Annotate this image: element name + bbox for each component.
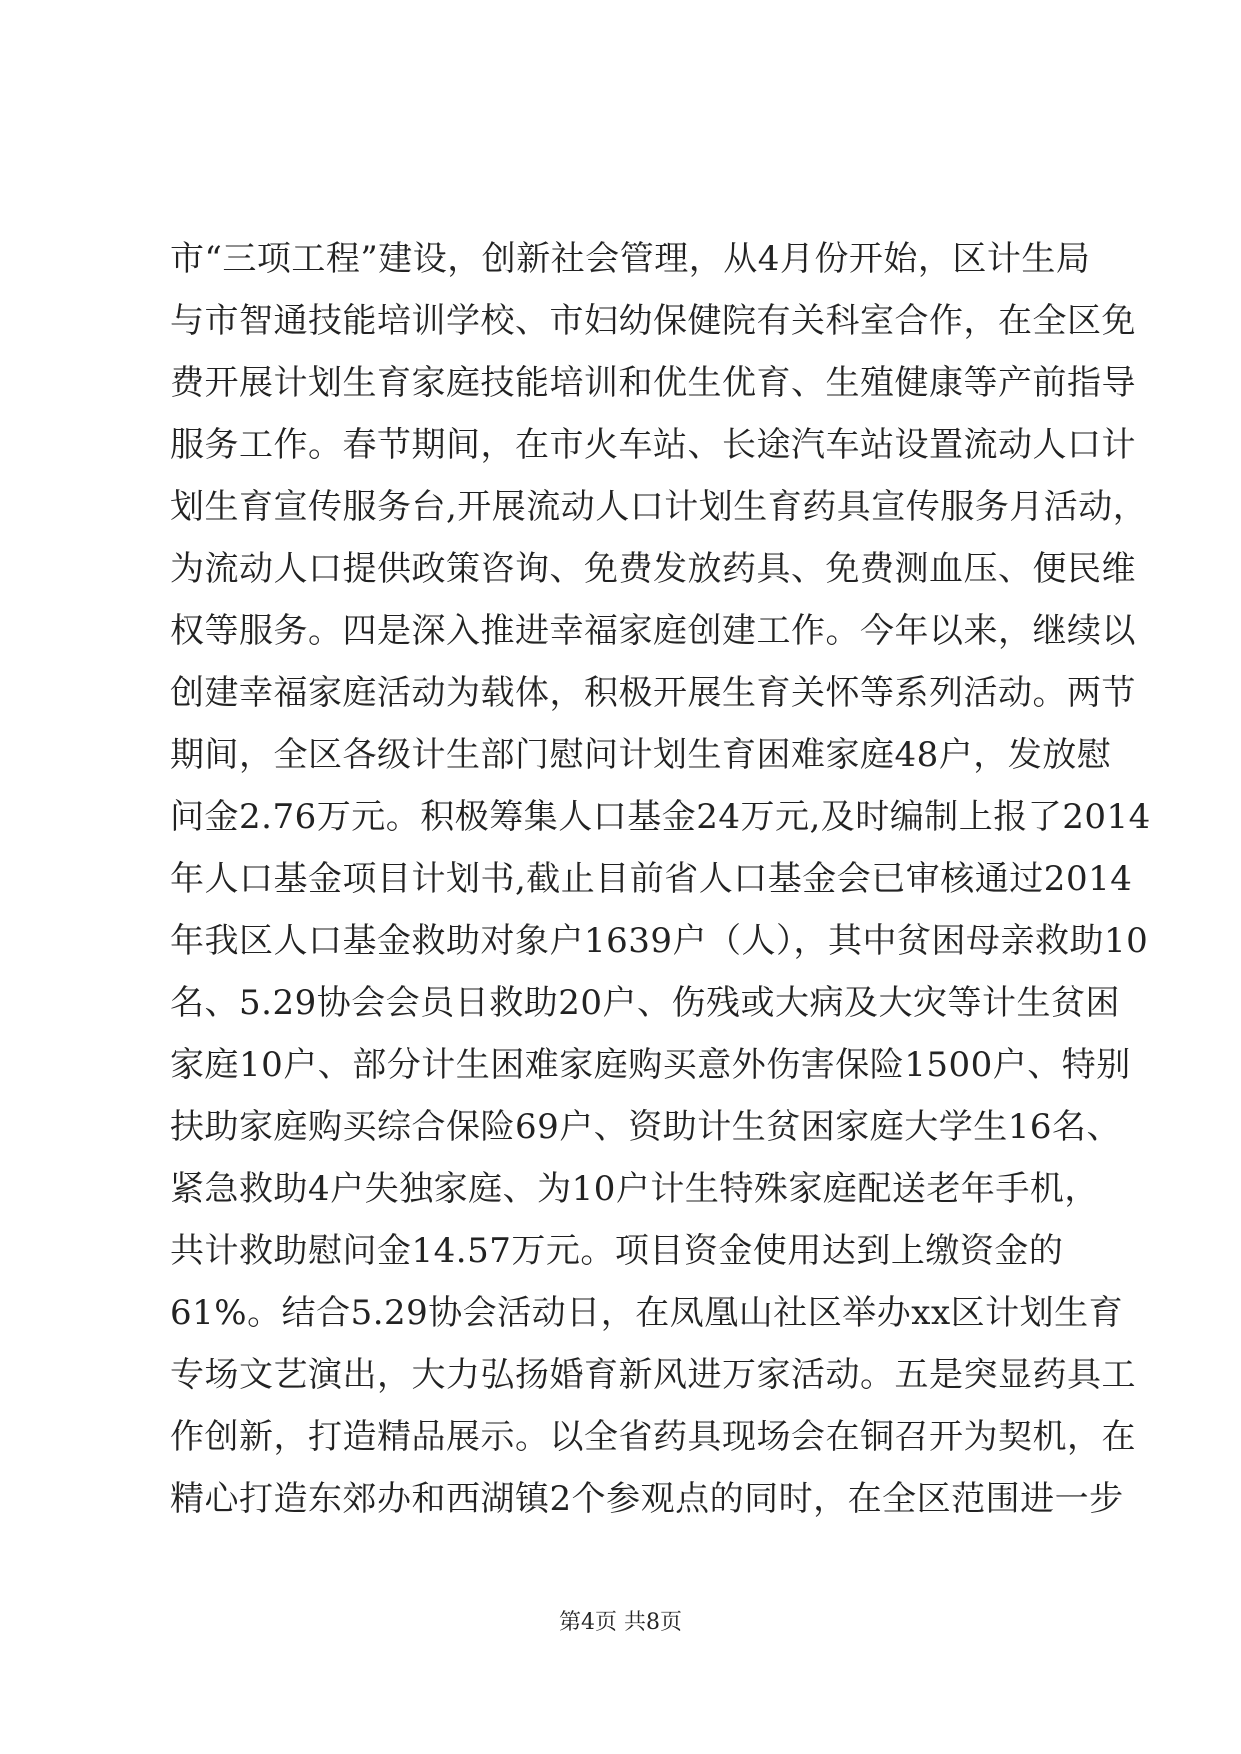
text-line: 市“三项工程”建设，创新社会管理，从4月份开始，区计生局 xyxy=(170,239,1091,279)
text-line: 共计救助慰问金14.57万元。项目资金使用达到上缴资金的 xyxy=(170,1231,1064,1271)
text-line: 年我区人口基金救助对象户1639户（人），其中贫困母亲救助10 xyxy=(170,921,1149,961)
text-line: 权等服务。四是深入推进幸福家庭创建工作。今年以来，继续以 xyxy=(170,611,1136,651)
text-line: 精心打造东郊办和西湖镇2个参观点的同时，在全区范围进一步 xyxy=(170,1479,1124,1519)
text-line: 费开展计划生育家庭技能培训和优生优育、生殖健康等产前指导 xyxy=(170,363,1136,403)
text-line: 作创新，打造精品展示。以全省药具现场会在铜召开为契机，在 xyxy=(170,1417,1136,1457)
text-line: 创建幸福家庭活动为载体，积极开展生育关怀等系列活动。两节 xyxy=(170,673,1136,713)
body-paragraph xyxy=(170,228,1151,1530)
text-line: 61%。结合5.29协会活动日，在凤凰山社区举办xx区计划生育 xyxy=(170,1293,1124,1333)
text-line: 问金2.76万元。积极筹集人口基金24万元,及时编制上报了2014 xyxy=(170,797,1151,837)
text-line: 专场文艺演出，大力弘扬婚育新风进万家活动。五是突显药具工 xyxy=(170,1355,1136,1395)
text-line: 家庭10户、部分计生困难家庭购买意外伤害保险1500户、特别 xyxy=(170,1045,1131,1085)
text-line: 名、5.29协会会员日救助20户、伤残或大病及大灾等计生贫困 xyxy=(170,983,1120,1023)
text-line: 服务工作。春节期间，在市火车站、长途汽车站设置流动人口计 xyxy=(170,425,1136,465)
text-line: 扶助家庭购买综合保险69户、资助计生贫困家庭大学生16名、 xyxy=(170,1107,1122,1147)
text-line: 紧急救助4户失独家庭、为10户计生特殊家庭配送老年手机， xyxy=(170,1169,1099,1209)
text-line: 为流动人口提供政策咨询、免费发放药具、免费测血压、便民维 xyxy=(170,549,1136,589)
text-line: 与市智通技能培训学校、市妇幼保健院有关科室合作，在全区免 xyxy=(170,301,1136,341)
text-line: 年人口基金项目计划书,截止目前省人口基金会已审核通过2014 xyxy=(170,859,1133,899)
page-number-footer: 第4页 共8页 xyxy=(559,1610,682,1635)
text-line: 划生育宣传服务台,开展流动人口计划生育药具宣传服务月活动， xyxy=(170,487,1148,527)
text-line: 期间，全区各级计生部门慰问计划生育困难家庭48户，发放慰 xyxy=(170,735,1112,775)
